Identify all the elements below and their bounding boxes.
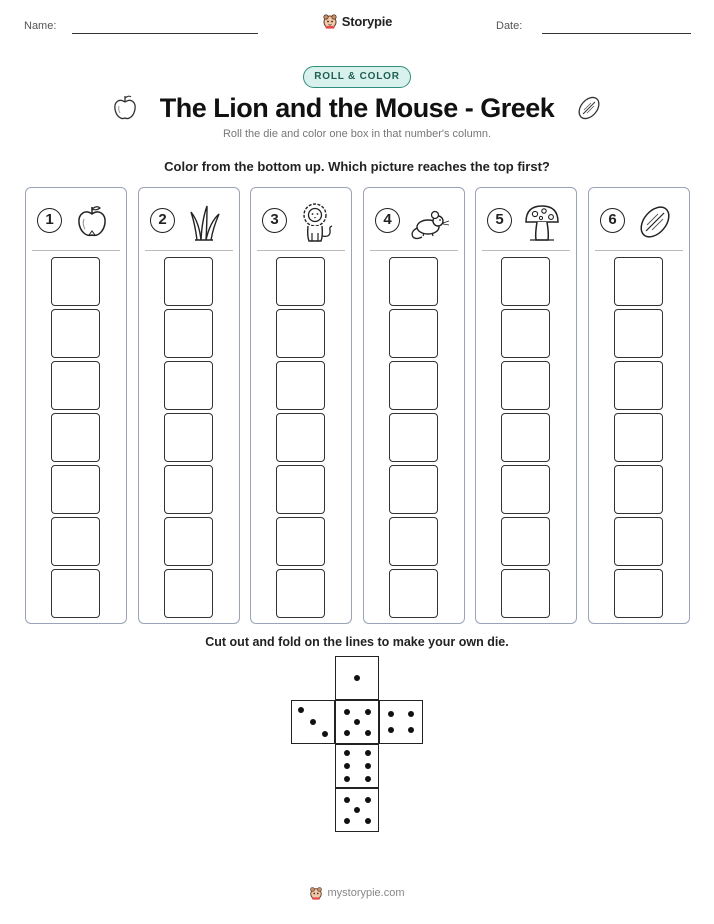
die-face-1 xyxy=(335,656,379,700)
color-box[interactable] xyxy=(276,257,325,306)
color-box[interactable] xyxy=(51,257,100,306)
brand-logo xyxy=(0,13,714,34)
die-pip xyxy=(354,675,360,681)
column-5 xyxy=(475,187,577,624)
die-pip xyxy=(322,731,328,737)
color-box[interactable] xyxy=(164,517,213,566)
column-header xyxy=(476,196,576,248)
die-pip xyxy=(354,719,360,725)
color-box[interactable] xyxy=(164,569,213,618)
column-divider xyxy=(145,250,233,251)
color-box[interactable] xyxy=(614,517,663,566)
subtitle: Roll the die and color one box in that number's column. xyxy=(222,128,492,140)
column-header xyxy=(139,196,239,248)
die-pip xyxy=(408,711,414,717)
die-pip xyxy=(408,727,414,733)
mouse-icon xyxy=(408,200,452,244)
die-face-6 xyxy=(335,744,379,788)
die-face-5 xyxy=(335,788,379,832)
color-box[interactable] xyxy=(276,465,325,514)
column-header xyxy=(26,196,126,248)
die-face-4 xyxy=(379,700,423,744)
color-box[interactable] xyxy=(389,309,438,358)
column-divider xyxy=(595,250,683,251)
column-2 xyxy=(138,187,240,624)
brand-name: Storypie xyxy=(341,13,393,29)
color-box[interactable] xyxy=(389,569,438,618)
column-divider xyxy=(257,250,345,251)
color-box[interactable] xyxy=(51,361,100,410)
color-box[interactable] xyxy=(164,361,213,410)
column-header xyxy=(589,196,689,248)
color-box[interactable] xyxy=(614,413,663,462)
die-pip xyxy=(365,797,371,803)
color-box[interactable] xyxy=(51,465,100,514)
color-box[interactable] xyxy=(614,257,663,306)
die-pip xyxy=(365,818,371,824)
column-number: 6 xyxy=(600,208,625,233)
cut-instruction: Cut out and fold on the lines to make your own die. xyxy=(205,635,509,649)
column-1 xyxy=(25,187,127,624)
color-box[interactable] xyxy=(501,413,550,462)
column-divider xyxy=(482,250,570,251)
die-pip xyxy=(365,730,371,736)
color-box[interactable] xyxy=(276,517,325,566)
die-pip xyxy=(344,776,350,782)
die-pip xyxy=(344,818,350,824)
color-box[interactable] xyxy=(614,361,663,410)
column-3 xyxy=(250,187,352,624)
apple-outline-icon xyxy=(110,93,140,123)
die-pip xyxy=(388,727,394,733)
color-box[interactable] xyxy=(614,569,663,618)
color-box[interactable] xyxy=(276,413,325,462)
column-divider xyxy=(32,250,120,251)
die-pip xyxy=(344,797,350,803)
color-box[interactable] xyxy=(51,517,100,566)
lion-icon xyxy=(295,200,339,244)
color-box[interactable] xyxy=(389,361,438,410)
color-box[interactable] xyxy=(501,517,550,566)
color-box[interactable] xyxy=(389,257,438,306)
die-face-3 xyxy=(291,700,335,744)
grass-icon xyxy=(183,200,227,244)
column-number: 5 xyxy=(487,208,512,233)
die-pip xyxy=(344,709,350,715)
color-box[interactable] xyxy=(51,309,100,358)
color-box[interactable] xyxy=(389,413,438,462)
apple-icon xyxy=(70,200,114,244)
color-box[interactable] xyxy=(501,309,550,358)
color-box[interactable] xyxy=(164,413,213,462)
color-box[interactable] xyxy=(501,569,550,618)
color-box[interactable] xyxy=(164,465,213,514)
color-box[interactable] xyxy=(501,361,550,410)
die-pip xyxy=(365,763,371,769)
column-divider xyxy=(370,250,458,251)
die-pip xyxy=(388,711,394,717)
die-pip xyxy=(354,807,360,813)
name-label: Name: xyxy=(24,20,57,32)
date-label: Date: xyxy=(496,20,523,32)
instruction: Color from the bottom up. Which picture reaches the top first? xyxy=(164,159,550,174)
footer xyxy=(0,886,714,905)
color-box[interactable] xyxy=(51,413,100,462)
color-box[interactable] xyxy=(276,361,325,410)
die-pip xyxy=(310,719,316,725)
storypie-mascot-icon xyxy=(322,13,338,29)
die-pip xyxy=(365,750,371,756)
die-pip xyxy=(365,776,371,782)
color-box[interactable] xyxy=(164,257,213,306)
page-title: The Lion and the Mouse - Greek xyxy=(159,92,555,123)
color-box[interactable] xyxy=(389,465,438,514)
die-pip xyxy=(344,750,350,756)
color-box[interactable] xyxy=(51,569,100,618)
mushroom-icon xyxy=(520,200,564,244)
die-pip xyxy=(365,709,371,715)
die-face-5 xyxy=(335,700,379,744)
color-box[interactable] xyxy=(389,517,438,566)
column-number: 3 xyxy=(262,208,287,233)
column-header xyxy=(251,196,351,248)
seed-outline-icon xyxy=(574,93,604,123)
color-box[interactable] xyxy=(164,309,213,358)
date-line xyxy=(542,33,691,34)
color-box[interactable] xyxy=(614,465,663,514)
color-box[interactable] xyxy=(276,569,325,618)
column-number: 1 xyxy=(37,208,62,233)
color-box[interactable] xyxy=(276,309,325,358)
die-pip xyxy=(344,730,350,736)
column-number: 2 xyxy=(150,208,175,233)
color-box[interactable] xyxy=(501,257,550,306)
color-box[interactable] xyxy=(614,309,663,358)
die-pip xyxy=(344,763,350,769)
storypie-mascot-icon xyxy=(309,886,323,900)
die-pip xyxy=(298,707,304,713)
footer-url: mystorypie.com xyxy=(327,887,405,899)
column-header xyxy=(364,196,464,248)
column-number: 4 xyxy=(375,208,400,233)
column-6 xyxy=(588,187,690,624)
column-4 xyxy=(363,187,465,624)
color-box[interactable] xyxy=(501,465,550,514)
activity-badge: ROLL & COLOR xyxy=(303,66,411,88)
seed-icon xyxy=(633,200,677,244)
